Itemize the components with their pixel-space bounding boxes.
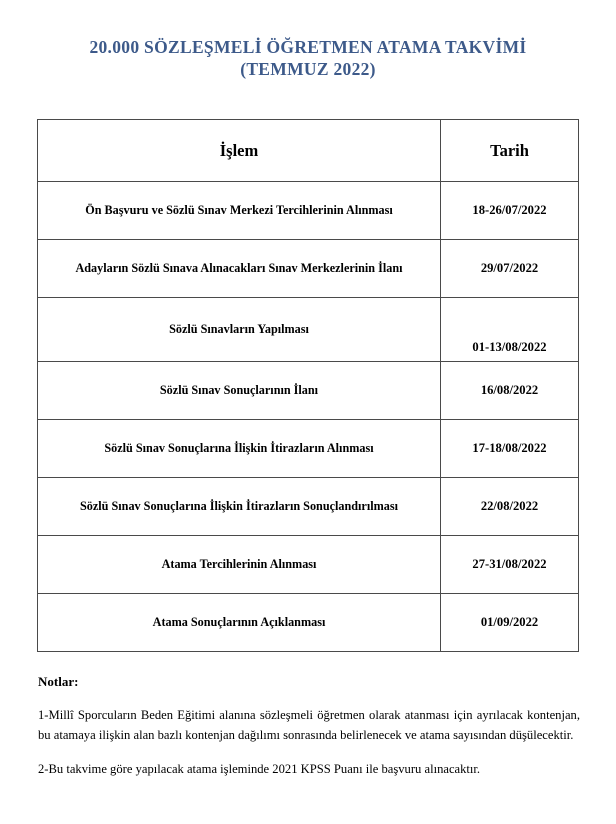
cell-tarih: 29/07/2022 [441, 240, 579, 298]
cell-islem: Sözlü Sınavların Yapılması [38, 298, 441, 362]
note-item: 1-Millî Sporcuların Beden Eğitimi alanına sözleşmeli öğretmen olarak atanması için ayrılacak kontenjan, bu atamaya ilişkin alan bazlı kontenjan dağılımı sonrasında belirlenecek ve atama sayısından düşülecektir. [38, 708, 580, 742]
cell-islem: Ön Başvuru ve Sözlü Sınav Merkezi Tercihlerinin Alınması [38, 182, 441, 240]
cell-tarih: 27-31/08/2022 [441, 536, 579, 594]
notes-section [38, 673, 580, 780]
table-body [38, 182, 579, 652]
page-title [0, 36, 616, 80]
cell-tarih: 17-18/08/2022 [441, 420, 579, 478]
table-row [38, 240, 579, 298]
table-row [38, 478, 579, 536]
column-header-islem: İşlem [38, 120, 441, 182]
cell-islem: Sözlü Sınav Sonuçlarına İlişkin İtirazların Alınması [38, 420, 441, 478]
column-header-tarih: Tarih [441, 120, 579, 182]
note-item: 2-Bu takvime göre yapılacak atama işleminde 2021 KPSS Puanı ile başvuru alınacaktır. [38, 762, 481, 776]
cell-tarih: 01-13/08/2022 [441, 298, 579, 362]
table-row [38, 182, 579, 240]
cell-tarih: 16/08/2022 [441, 362, 579, 420]
notes-heading: Notlar: [38, 674, 79, 689]
cell-tarih: 22/08/2022 [441, 478, 579, 536]
appointment-calendar-table [37, 119, 579, 652]
page-title-line-1: 20.000 SÖZLEŞMELİ ÖĞRETMEN ATAMA TAKVİMİ [89, 37, 527, 57]
table-row [38, 420, 579, 478]
cell-islem: Adayların Sözlü Sınava Alınacakları Sınav Merkezlerinin İlanı [38, 240, 441, 298]
table-row [38, 298, 579, 362]
table-row [38, 536, 579, 594]
cell-tarih: 01/09/2022 [441, 594, 579, 652]
cell-tarih: 18-26/07/2022 [441, 182, 579, 240]
page-title-line-2: (TEMMUZ 2022) [240, 59, 376, 79]
cell-islem: Atama Tercihlerinin Alınması [38, 536, 441, 594]
table-header [38, 120, 579, 182]
cell-islem: Atama Sonuçlarının Açıklanması [38, 594, 441, 652]
cell-islem: Sözlü Sınav Sonuçlarının İlanı [38, 362, 441, 420]
table-row [38, 362, 579, 420]
table-header-row [38, 120, 579, 182]
table-row [38, 594, 579, 652]
cell-islem: Sözlü Sınav Sonuçlarına İlişkin İtirazların Sonuçlandırılması [38, 478, 441, 536]
